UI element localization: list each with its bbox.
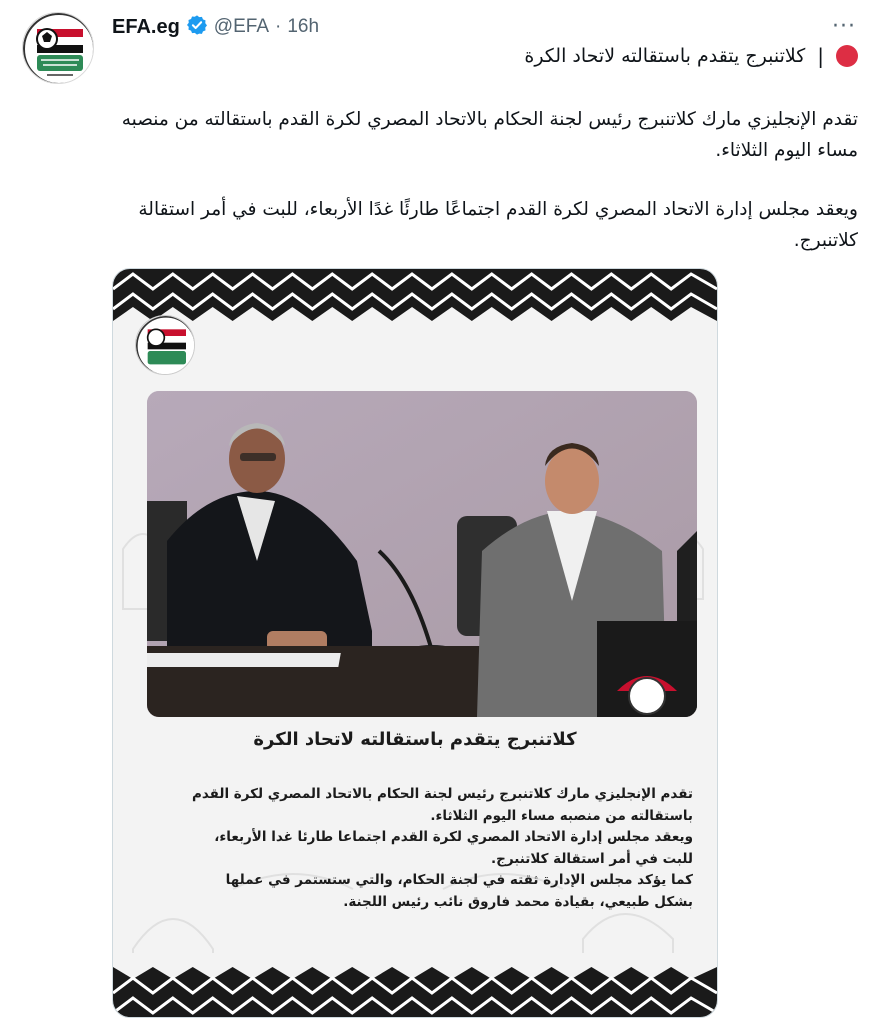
caption-line: باستقالته من منصبه مساء اليوم الثلاثاء. — [430, 807, 693, 824]
account-avatar[interactable] — [22, 12, 94, 84]
verified-badge-icon — [186, 14, 208, 40]
more-options-icon[interactable]: ··· — [832, 14, 856, 39]
post-header — [112, 12, 319, 42]
media-caption-title: كلاتنبرج يتقدم باستقالته لاتحاد الكرة — [253, 729, 577, 750]
media-caption-body — [153, 784, 693, 913]
account-handle[interactable]: @EFA — [213, 16, 269, 37]
meta-separator: · — [275, 16, 282, 37]
post-paragraph: تقدم الإنجليزي مارك كلاتنبرج رئيس لجنة الحكام بالاتحاد المصري لكرة القدم باستقالته من منصبه مساء اليوم الثلاثاء. — [121, 109, 858, 161]
caption-line: بشكل طبيعي، بقيادة محمد فاروق نائب رئيس اللجنة. — [343, 893, 693, 910]
post-text — [112, 104, 858, 256]
post-title-line — [524, 44, 858, 68]
caption-line: تقدم الإنجليزي مارك كلاتنبرج رئيس لجنة الحكام بالاتحاد المصري لكرة القدم — [191, 786, 693, 802]
caption-line: للبت في أمر استقالة كلاتنبرج. — [491, 850, 693, 867]
post-title: كلاتنبرج يتقدم باستقالته لاتحاد الكرة — [524, 45, 806, 67]
zigzag-pattern-bottom — [113, 953, 717, 1017]
post-paragraph: ويعقد مجلس إدارة الاتحاد المصري لكرة القدم اجتماعًا طارئًا غدًا الأربعاء، للبت في أمر استقالة كلاتنبرج. — [138, 199, 858, 251]
post-timestamp[interactable]: 16h — [287, 16, 320, 37]
caption-line: كما يؤكد مجلس الإدارة ثقته في لجنة الحكام، والتي ستستمر في عملها — [225, 872, 693, 888]
zigzag-pattern-top — [113, 269, 717, 333]
title-separator: | — [817, 44, 824, 68]
efa-logo-icon — [135, 315, 195, 375]
press-conference-photo — [147, 391, 697, 717]
post-media-card[interactable] — [112, 268, 718, 1018]
red-circle-emoji-icon — [836, 45, 858, 67]
display-name[interactable]: EFA.eg — [112, 15, 180, 38]
efa-logo-icon — [23, 13, 94, 84]
caption-line: ويعقد مجلس إدارة الاتحاد المصري لكرة القدم اجتماعا طارئا غدا الأربعاء، — [214, 829, 693, 845]
